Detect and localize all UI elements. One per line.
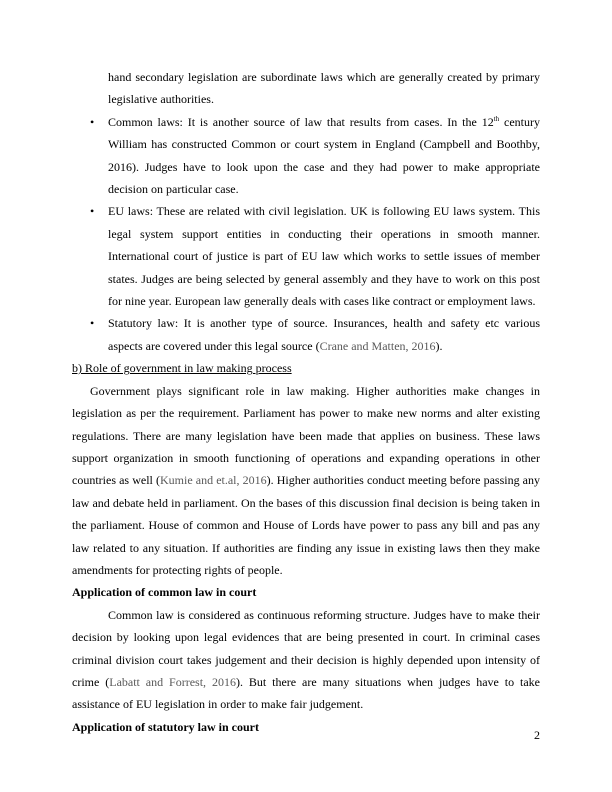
continuation-paragraph: hand secondary legislation are subordinate laws which are generally created by primary legislative authorities. <box>108 70 540 107</box>
common-laws-text-post: century William has constructed Common or court system in England (Campbell and Boothby, 2016). Judges have to look upon the case and they had power to make appropriate decision on particular case. <box>108 114 541 197</box>
common-law-paragraph <box>72 604 540 716</box>
bullet-icon: • <box>90 114 95 129</box>
statutory-law-heading: Application of statutory law in court <box>72 719 259 734</box>
common-law-heading: Application of common law in court <box>72 585 257 600</box>
page-number: 2 <box>534 728 540 742</box>
common-law-text-post: ). But there are many situations when judges have to take assistance of EU legislation in order to make fair judgement. <box>72 674 541 712</box>
eu-laws-text: EU laws: These are related with civil legislation. UK is following EU laws system. This legal system support entities in conducting their operations in smooth manner. International court of justice is part of EU law which works to settle issues of member states. Judges are being selected by general assembly and they have to work on this post for nine year. European law generally deals with cases like contract or employment laws. <box>108 204 540 309</box>
statutory-law-text-pre: Statutory law: It is another type of source. Insurances, health and safety etc various aspects are covered under this legal source ( <box>108 316 540 353</box>
statutory-law-text-post: ). <box>435 338 443 353</box>
section-b-heading: b) Role of government in law making process <box>72 361 292 376</box>
document-page <box>72 66 540 738</box>
list-item-statutory-law <box>72 312 540 357</box>
common-law-text-pre: Common law is considered as continuous reforming structure. Judges have to make their decision by looking upon legal evidences that are being presented in court. In criminal cases criminal division court takes judgement and their decision is highly depended upon intensity of crime ( <box>72 607 540 689</box>
sources-of-law-list <box>72 111 540 357</box>
bullet-icon: • <box>90 316 95 331</box>
citation: Kumie and et.al, 2016 <box>159 473 267 488</box>
list-item-eu-laws <box>72 200 540 312</box>
section-b-text-pre: Government plays significant role in law making. Higher authorities make changes in legislation as per the requirement. Parliament has power to make new norms and alter existing regulations. There are many legislation have been made that applies on business. These laws support organization in smooth functioning of operations and expanding operations in other countries as well ( <box>72 383 540 488</box>
superscript-th: th <box>493 114 500 123</box>
bullet-icon: • <box>90 204 95 219</box>
list-item-common-laws <box>72 111 540 201</box>
section-b-paragraph <box>72 380 540 582</box>
citation: Labatt and Forrest, 2016 <box>109 674 236 689</box>
citation: Crane and Matten, 2016 <box>319 338 436 353</box>
section-b-text-post: ). Higher authorities conduct meeting before passing any law and debate held in parliament. On the bases of this discussion final decision is being taken in the parliament. House of common and House of Lords have power to pass any bill and pas any law related to any situation. If authorities are finding any issue in existing laws then they make amendments for protecting rights of people. <box>72 473 541 577</box>
common-laws-text-pre: Common laws: It is another source of law that results from cases. In the 12 <box>108 114 494 129</box>
